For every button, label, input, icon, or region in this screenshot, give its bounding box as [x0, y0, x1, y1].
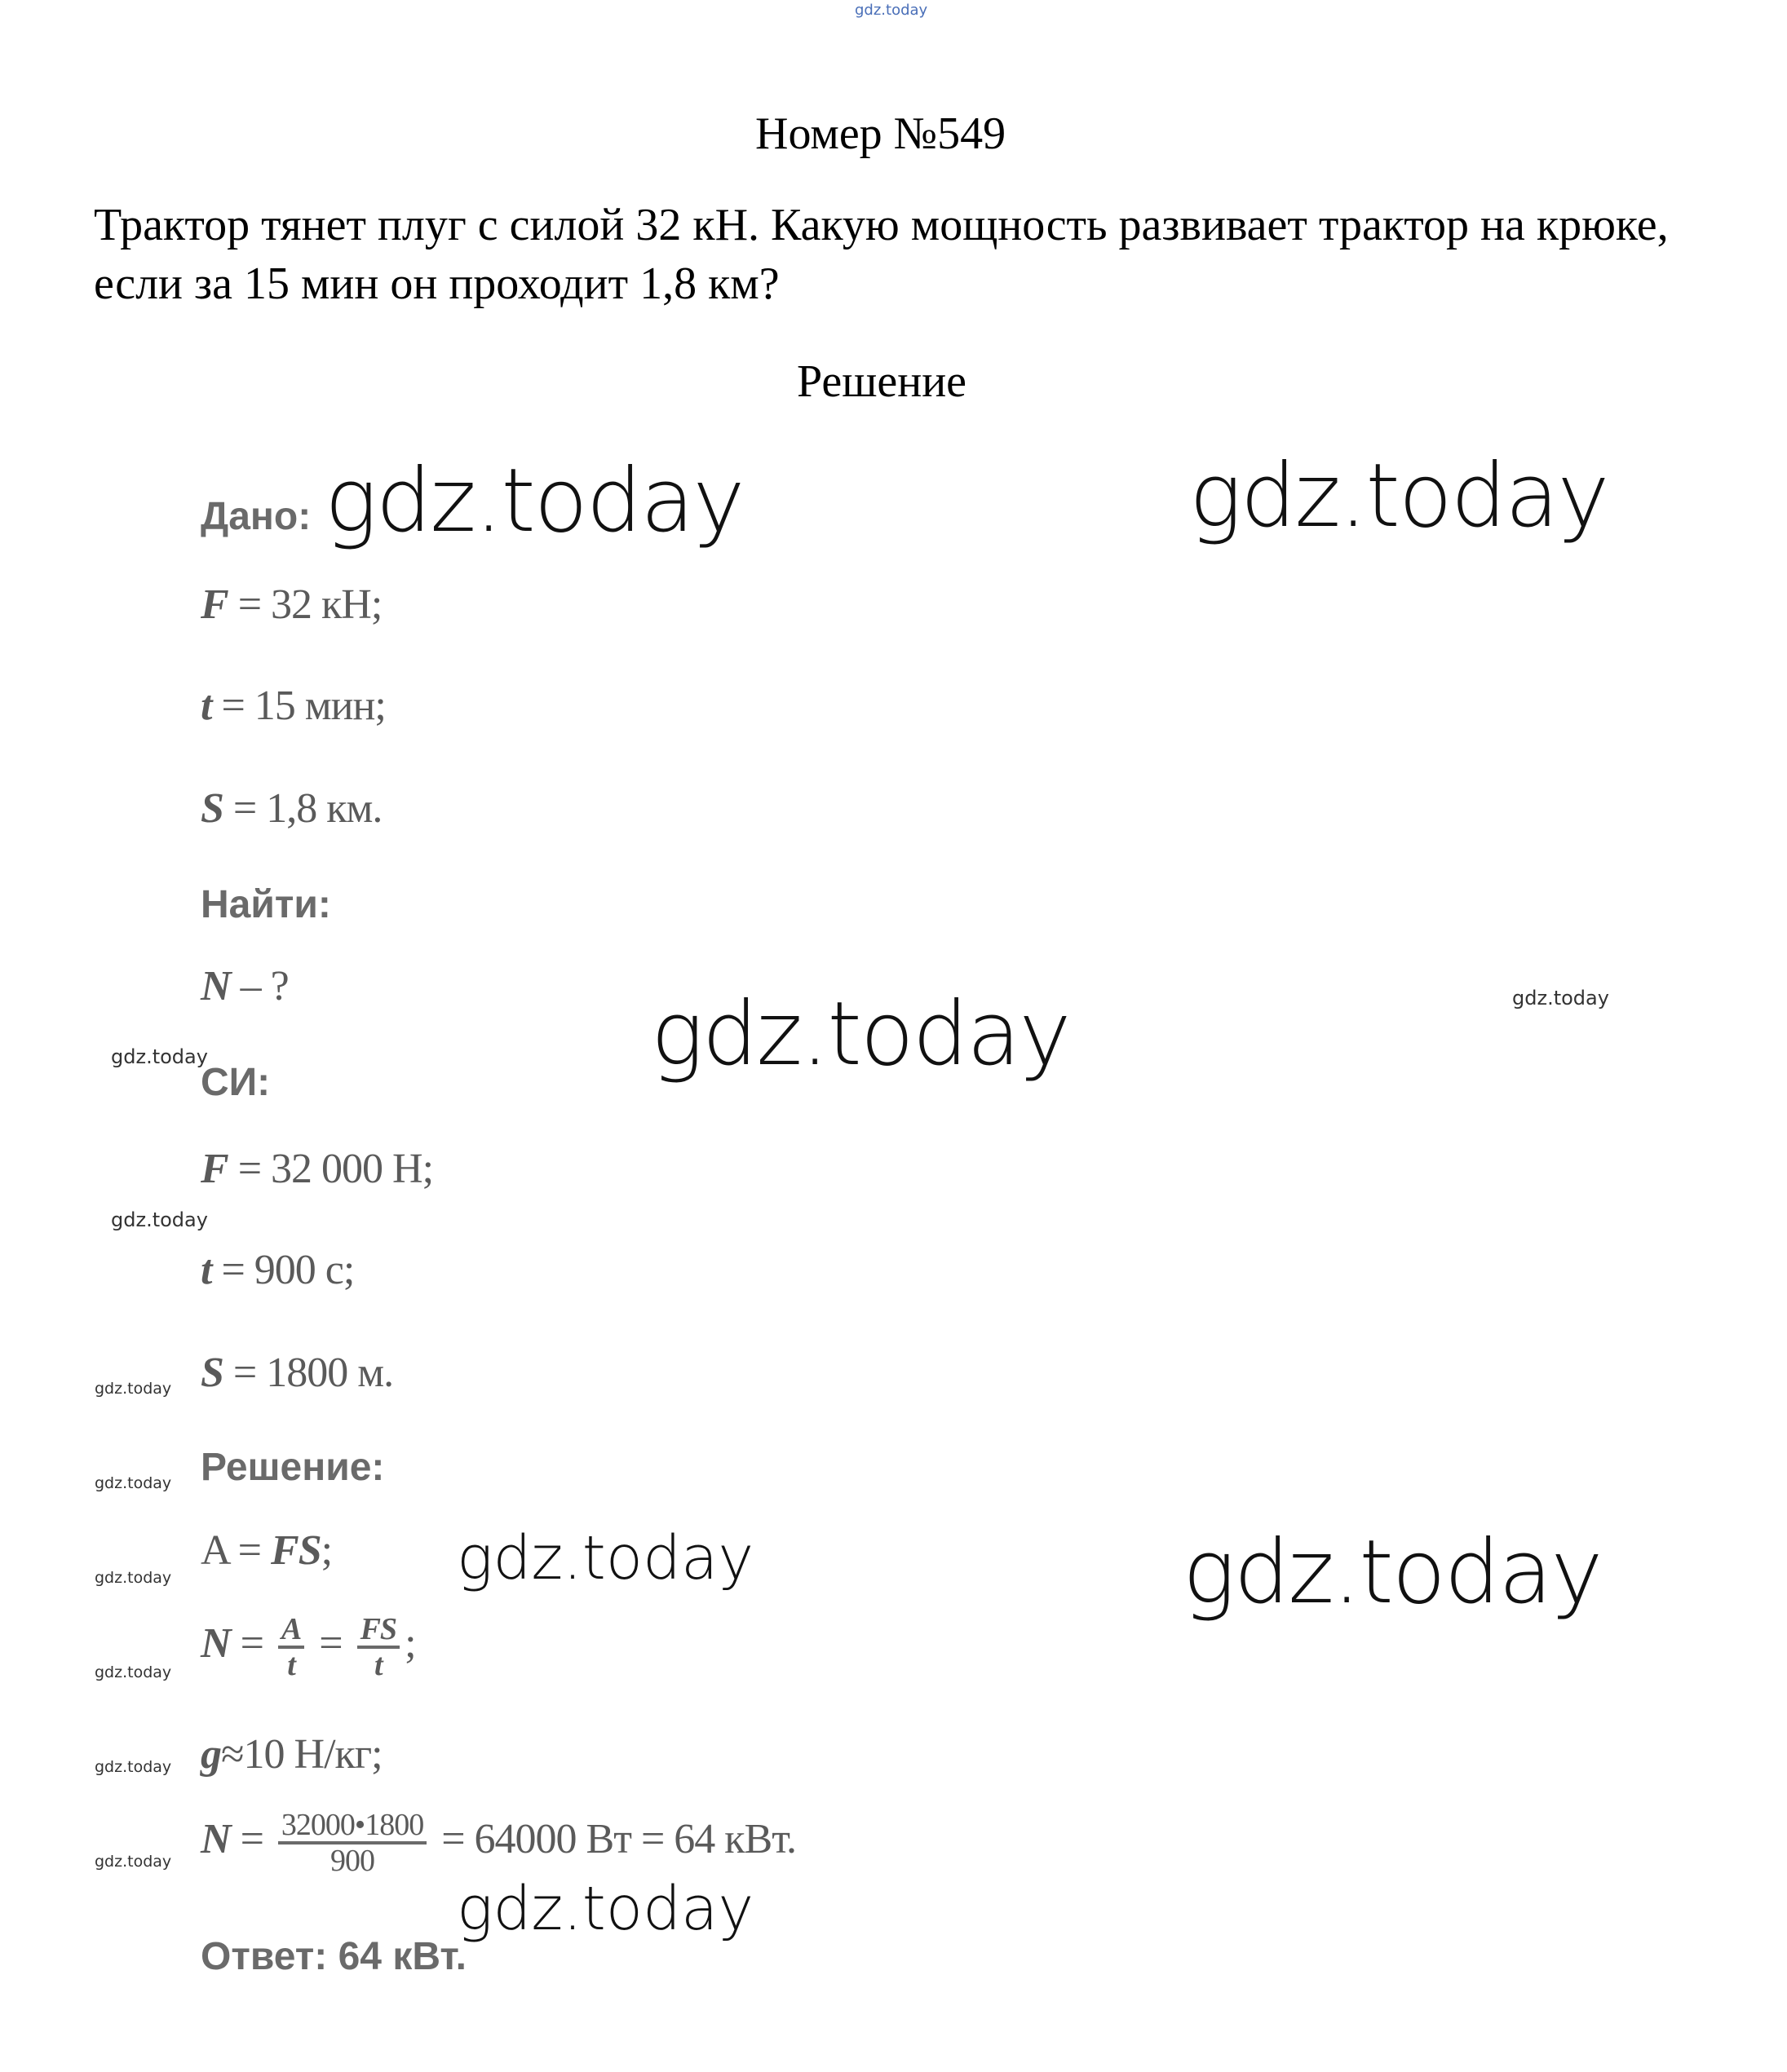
power-formula — [201, 1613, 416, 1681]
watermark: gdz.today — [1189, 445, 1608, 547]
var-N: N — [201, 1815, 231, 1862]
fraction-denominator: 900 — [330, 1844, 375, 1878]
si-time-value: = 900 с; — [221, 1247, 355, 1293]
si-time — [201, 1246, 354, 1294]
watermark: gdz.today — [111, 1208, 208, 1231]
problem-text: Трактор тянет плуг с силой 32 кН. Какую мощность развивает трактор на крюке, если за 15 мин он проходит 1,8 км? — [94, 200, 1669, 309]
si-distance — [201, 1349, 393, 1397]
work-var: FS — [271, 1527, 321, 1574]
fraction-denominator: t — [374, 1648, 383, 1682]
watermark: gdz.today — [457, 1874, 754, 1944]
given-label: Дано: — [201, 495, 312, 538]
watermark: gdz.today — [95, 1663, 172, 1681]
watermark: gdz.today — [95, 1380, 172, 1398]
solution-heading: Решение — [797, 356, 967, 407]
given-force — [201, 581, 382, 629]
watermark: gdz.today — [651, 983, 1070, 1085]
fraction-numerator: 32000•1800 — [278, 1809, 427, 1844]
fraction-a-over-t — [278, 1613, 304, 1681]
calculation-result: = 64000 Вт = 64 кВт. — [441, 1815, 797, 1862]
watermark-top: gdz.today — [855, 2, 928, 19]
watermark: gdz.today — [95, 1569, 172, 1587]
given-distance-value: = 1,8 км. — [232, 785, 383, 832]
watermark: gdz.today — [95, 1474, 172, 1492]
find-label: Найти: — [201, 883, 331, 926]
calculation-fraction — [278, 1809, 427, 1877]
var-N: N — [201, 1619, 231, 1667]
si-label: СИ: — [201, 1061, 271, 1104]
equals-sign: = — [319, 1619, 343, 1667]
gravity-value: ≈10 Н/кг; — [221, 1731, 383, 1778]
work-formula — [201, 1526, 332, 1575]
watermark: gdz.today — [95, 1758, 172, 1776]
work-suffix: ; — [321, 1527, 333, 1574]
gravity-line — [201, 1730, 383, 1778]
watermark: gdz.today — [1183, 1522, 1602, 1624]
answer-line: Ответ: 64 кВт. — [201, 1935, 467, 1978]
given-time-value: = 15 мин; — [221, 683, 386, 729]
equals-sign: = — [240, 1815, 263, 1862]
calculation-line — [201, 1809, 796, 1877]
var-N: N — [201, 963, 231, 1009]
watermark: gdz.today — [1512, 987, 1609, 1009]
watermark: gdz.today — [325, 450, 744, 552]
find-item — [201, 962, 289, 1010]
var-g: g — [201, 1731, 221, 1778]
var-S: S — [201, 1350, 223, 1396]
equals-sign: = — [240, 1619, 263, 1667]
work-prefix: A = — [201, 1527, 272, 1574]
fraction-numerator: A — [278, 1613, 304, 1649]
watermark: gdz.today — [95, 1853, 172, 1871]
power-suffix: ; — [405, 1619, 416, 1667]
var-F: F — [201, 1146, 228, 1192]
si-force — [201, 1145, 433, 1193]
fraction-numerator: FS — [357, 1613, 400, 1649]
var-F: F — [201, 581, 228, 628]
var-S: S — [201, 785, 223, 832]
given-force-value: = 32 кН; — [237, 581, 383, 628]
fraction-fs-over-t — [357, 1613, 400, 1681]
var-t: t — [201, 683, 212, 729]
find-value: – ? — [240, 963, 289, 1009]
fraction-denominator: t — [287, 1648, 295, 1682]
var-t: t — [201, 1247, 212, 1293]
page-title: Номер №549 — [755, 108, 1006, 159]
si-force-value: = 32 000 Н; — [237, 1146, 434, 1192]
given-distance — [201, 784, 382, 833]
watermark: gdz.today — [457, 1523, 754, 1593]
solution-label: Решение: — [201, 1446, 385, 1489]
watermark: gdz.today — [111, 1045, 208, 1068]
si-distance-value: = 1800 м. — [232, 1350, 394, 1396]
given-time — [201, 682, 386, 730]
